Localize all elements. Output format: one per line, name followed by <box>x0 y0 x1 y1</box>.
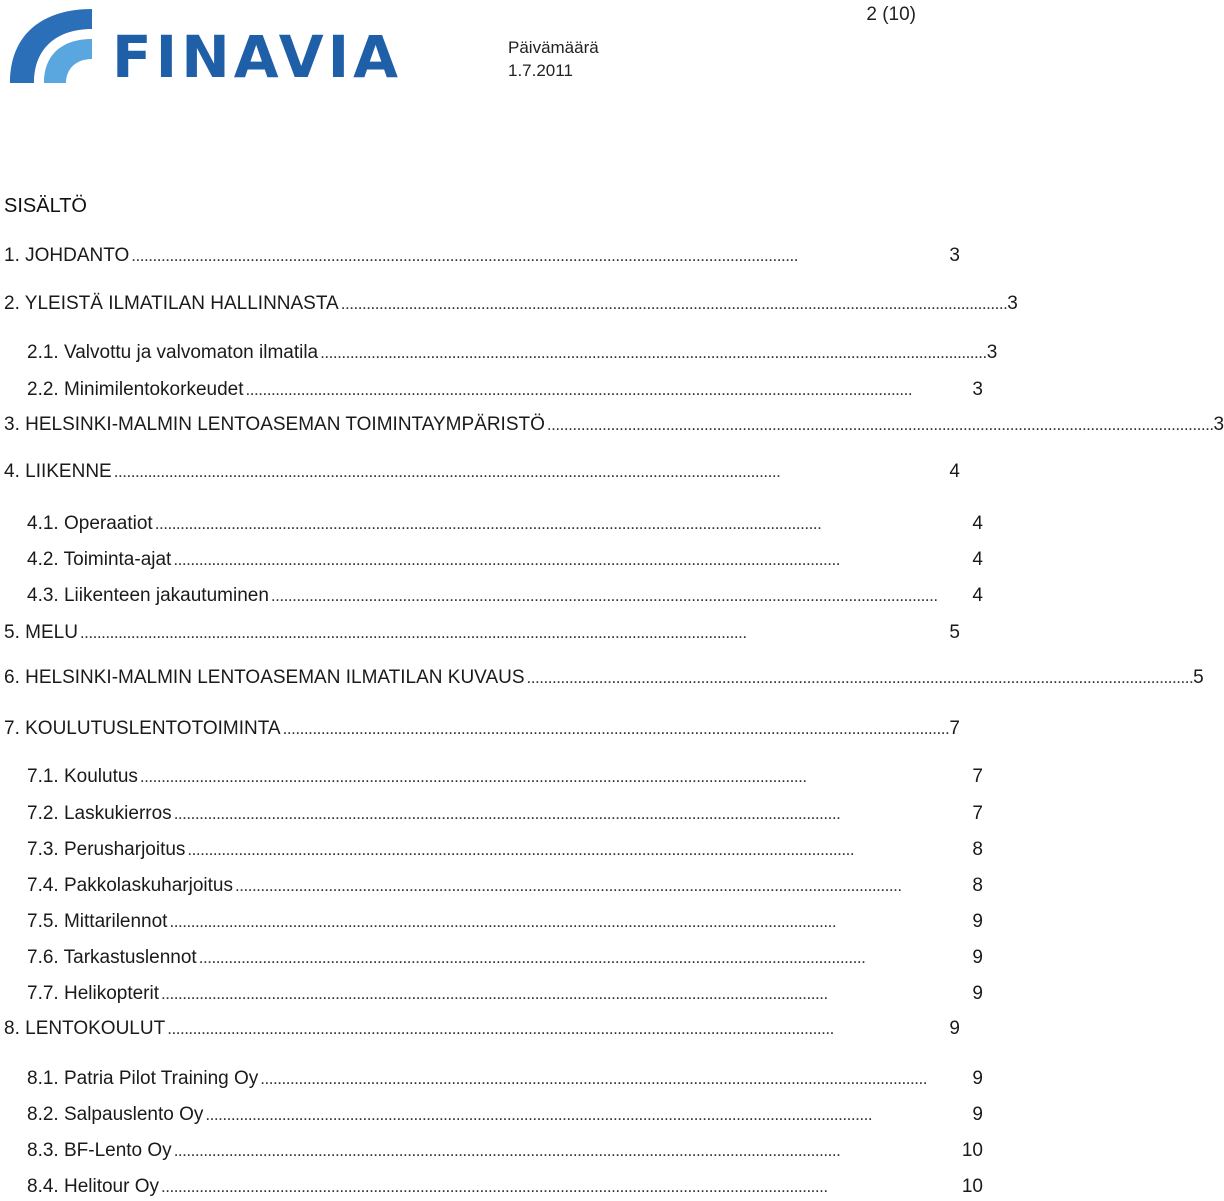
toc-entry-page: 9 <box>972 983 983 1004</box>
toc-entry-label: 1. JOHDANTO <box>4 245 130 266</box>
toc-dot-leader <box>260 1067 970 1091</box>
toc-entry-page: 9 <box>972 911 983 932</box>
toc-entry[interactable] <box>0 292 1018 316</box>
toc-dot-leader <box>155 512 971 536</box>
toc-entry-label: 3. HELSINKI-MALMIN LENTOASEMAN TOIMINTAYMPÄRISTÖ <box>4 414 545 435</box>
toc-dot-leader <box>173 548 970 572</box>
toc-entry-page: 3 <box>1213 414 1224 435</box>
toc-dot-leader <box>199 946 971 970</box>
toc-entry-label: 4.2. Toiminta-ajat <box>27 549 172 570</box>
toc-entry-page: 3 <box>1007 293 1018 314</box>
toc-entry[interactable] <box>0 621 964 645</box>
toc-entry-label: 7. KOULUTUSLENTOTOIMINTA <box>4 718 281 739</box>
toc-entry-page: 3 <box>949 245 960 266</box>
toc-dot-leader <box>235 874 970 898</box>
date-block <box>508 36 599 82</box>
toc-dot-leader <box>527 666 1192 690</box>
toc-entry-label: 4. LIIKENNE <box>4 461 112 482</box>
page-number: 2 (10) <box>866 4 916 25</box>
toc-entry[interactable] <box>0 1017 964 1041</box>
toc-title: SISÄLTÖ <box>4 195 87 217</box>
toc-entry-page: 4 <box>949 461 960 482</box>
toc-entry-page: 8 <box>972 875 983 896</box>
toc-dot-leader <box>174 802 971 826</box>
toc-dot-leader <box>174 1139 960 1163</box>
toc-entry-page: 7 <box>972 803 983 824</box>
toc-dot-leader <box>114 460 948 484</box>
toc-entry-label: 7.3. Perusharjoitus <box>27 839 186 860</box>
toc-entry[interactable] <box>0 244 964 268</box>
toc-entry[interactable] <box>0 584 987 608</box>
toc-entry-label: 2.2. Minimilentokorkeudet <box>27 379 244 400</box>
toc-entry[interactable] <box>0 946 987 970</box>
toc-entry[interactable] <box>0 341 998 365</box>
date-value: 1.7.2011 <box>508 61 573 80</box>
toc-entry-label: 7.4. Pakkolaskuharjoitus <box>27 875 233 896</box>
toc-entry-page: 3 <box>972 379 983 400</box>
toc-entry-page: 9 <box>972 1104 983 1125</box>
toc-dot-leader <box>205 1103 970 1127</box>
toc-entry[interactable] <box>0 378 987 402</box>
toc-entry[interactable] <box>0 838 987 862</box>
toc-entry-label: 2.1. Valvottu ja valvomaton ilmatila <box>27 342 319 363</box>
toc-dot-leader <box>187 838 970 862</box>
toc-entry-page: 10 <box>961 1176 983 1197</box>
toc-entry-page: 3 <box>986 342 998 363</box>
toc-entry-page: 9 <box>972 1068 983 1089</box>
toc-entry-page: 5 <box>1193 667 1204 688</box>
toc-entry-page: 9 <box>972 947 983 968</box>
toc-entry[interactable] <box>0 1175 987 1199</box>
toc-entry[interactable] <box>0 765 987 789</box>
toc-entry-label: 4.1. Operaatiot <box>27 513 153 534</box>
toc-entry[interactable] <box>0 460 964 484</box>
toc-entry-label: 7.1. Koulutus <box>27 766 138 787</box>
toc-entry-page: 9 <box>949 1018 960 1039</box>
date-label: Päivämäärä <box>508 38 599 57</box>
toc-entry-label: 7.5. Mittarilennot <box>27 911 168 932</box>
finavia-logo <box>4 3 403 91</box>
toc-dot-leader <box>80 621 948 645</box>
logo-wordmark: FINAVIA <box>112 23 403 91</box>
toc-dot-leader <box>341 292 1006 316</box>
toc-entry[interactable] <box>0 1103 987 1127</box>
toc-dot-leader <box>161 982 970 1006</box>
toc-entry[interactable] <box>0 512 987 536</box>
toc-entry[interactable] <box>0 802 987 826</box>
toc-dot-leader <box>283 717 948 741</box>
toc-entry-page: 4 <box>972 549 983 570</box>
toc-dot-leader <box>140 765 971 789</box>
toc-entry-label: 8.4. Helitour Oy <box>27 1176 159 1197</box>
toc-entry-page: 7 <box>972 766 983 787</box>
toc-dot-leader <box>320 341 985 365</box>
toc-entry-label: 2. YLEISTÄ ILMATILAN HALLINNASTA <box>4 293 339 314</box>
toc-dot-leader <box>271 584 971 608</box>
toc-dot-leader <box>547 413 1212 437</box>
toc-entry-label: 5. MELU <box>4 622 78 643</box>
toc-dot-leader <box>131 244 947 268</box>
toc-entry-label: 8.1. Patria Pilot Training Oy <box>27 1068 259 1089</box>
toc-entry-page: 8 <box>972 839 983 860</box>
toc-entry-page: 4 <box>972 585 983 606</box>
toc-entry[interactable] <box>0 1067 987 1091</box>
toc-entry-label: 4.3. Liikenteen jakautuminen <box>27 585 269 606</box>
toc-entry[interactable] <box>0 874 987 898</box>
toc-entry-page: 5 <box>949 622 960 643</box>
toc-entry-label: 7.6. Tarkastuslennot <box>27 947 197 968</box>
toc-entry-label: 8. LENTOKOULUT <box>4 1018 166 1039</box>
toc-entry[interactable] <box>0 548 987 572</box>
toc-entry-label: 7.7. Helikopterit <box>27 983 160 1004</box>
toc-entry[interactable] <box>0 982 987 1006</box>
toc-entry[interactable] <box>0 666 1204 690</box>
toc-entry-label: 6. HELSINKI-MALMIN LENTOASEMAN ILMATILAN KUVAUS <box>4 667 525 688</box>
toc-entry[interactable] <box>0 717 964 741</box>
toc-entry-label: 7.2. Laskukierros <box>27 803 172 824</box>
toc-entry[interactable] <box>0 413 1224 437</box>
toc-dot-leader <box>246 378 971 402</box>
toc-dot-leader <box>167 1017 947 1041</box>
toc-entry-page: 7 <box>949 718 960 739</box>
toc-entry-label: 8.2. Salpauslento Oy <box>27 1104 204 1125</box>
toc-dot-leader <box>169 910 970 934</box>
toc-dot-leader <box>161 1175 960 1199</box>
toc-entry-page: 4 <box>972 513 983 534</box>
toc-entry-label: 8.3. BF-Lento Oy <box>27 1140 172 1161</box>
toc-entry[interactable] <box>0 910 987 934</box>
toc-entry[interactable] <box>0 1139 987 1163</box>
toc-entry-page: 10 <box>961 1140 983 1161</box>
